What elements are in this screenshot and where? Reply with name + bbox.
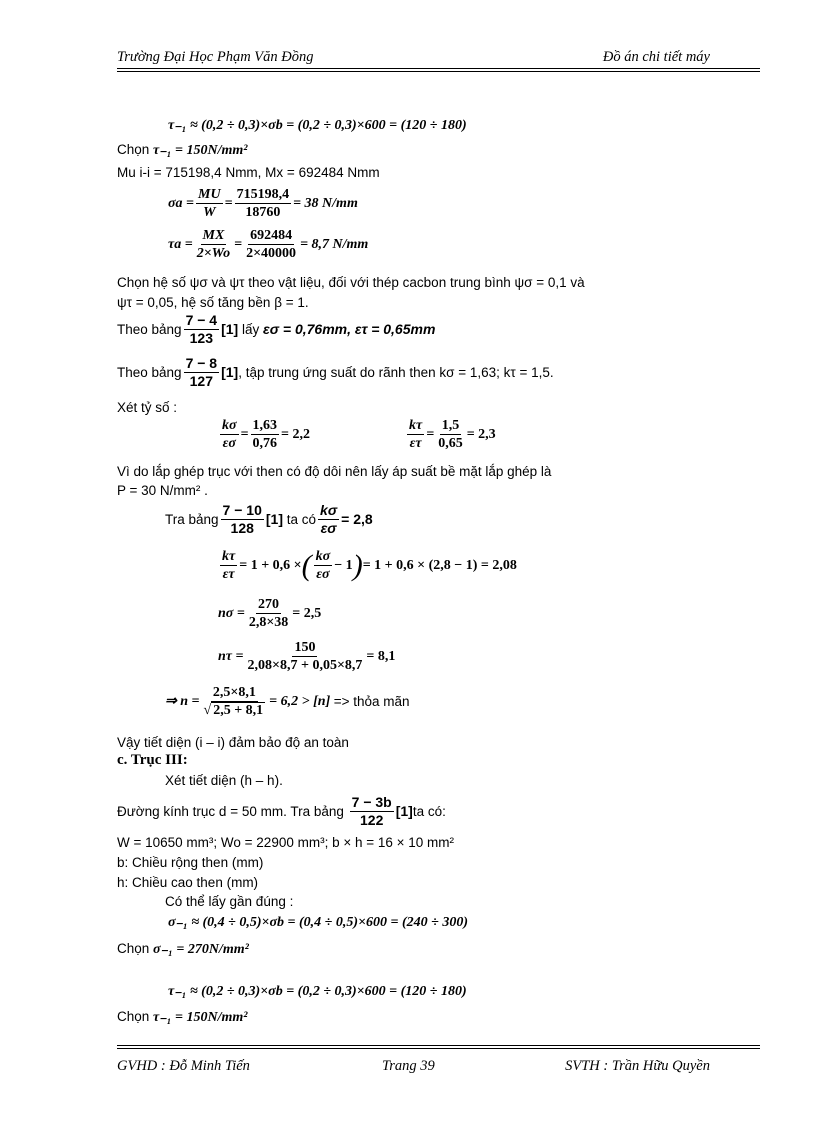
b-definition: b: Chiều rộng then (mm) bbox=[117, 855, 264, 870]
eq-tau-a: τa = $\frac{MX}{2\times Wo}$ = $\frac{692484}{2\times 40000}$ = 8,7 N/mm bbox=[168, 228, 369, 261]
ratio-tau: $\frac{k\tau}{\varepsilon\tau}$ = $\frac{1,5}{0,65}$ = 2,3 bbox=[409, 418, 496, 451]
eq-sigma-range: σ₋₁ ≈ (0,4 ÷ 0,5)×σb = (0,4 ÷ 0,5)×600 = (240 ÷ 300) bbox=[168, 915, 468, 930]
bang-line-1: Theo bảng 7 − 4 123 [1] lấy εσ = 0,76mm, ετ = 0,65mm bbox=[117, 312, 436, 346]
eq-tau-range-2: τ₋₁ ≈ (0,2 ÷ 0,3)×σb = (0,2 ÷ 0,3)×600 = (120 ÷ 180) bbox=[168, 984, 467, 999]
chon-line-3: Chọn τ₋₁ = 150N/mm² bbox=[117, 1009, 248, 1025]
eq-ktau: $\frac{k\tau}{\varepsilon\tau}$ = 1 + 0,6 × ( kσ εσ − 1 ) = 1 + 0,6 × (2,8 − 1) = 2,08 bbox=[222, 548, 517, 582]
chon-line-1: Chọn τ₋₁ = 150N/mm² bbox=[117, 142, 248, 158]
header-rule-2 bbox=[117, 71, 760, 72]
eq-n-total: ⇒ n = $\frac{2,5\times 8,1}{√ 2,5 + 8,1}$ = 6,2 > [n] => thỏa mãn bbox=[165, 685, 410, 718]
xet-line: Xét tỷ số : bbox=[117, 400, 178, 415]
bang-line-2: Theo bảng 7 − 8 127 [1] , tập trung ứng suất do rãnh then kσ = 1,63; kτ = 1,5. bbox=[117, 355, 554, 389]
footer-rule-2 bbox=[117, 1048, 760, 1049]
eq-tau-range-1: τ₋₁ ≈ (0,2 ÷ 0,3)×σb = (0,2 ÷ 0,3)×600 = (120 ÷ 180) bbox=[168, 118, 467, 133]
moments-line: Mu i-i = 715198,4 Nmm, Mx = 692484 Nmm bbox=[117, 165, 380, 180]
eq-n-sigma: nσ = $\frac{270}{2,8\times 38}$ = 2,5 bbox=[218, 597, 322, 630]
eq-n-tau: nτ = $\frac{150}{2,08\times 8,7 + 0,05\times 8,7}$ = 8,1 bbox=[218, 640, 396, 673]
psi-line-2: ψτ = 0,05, hệ số tăng bền β = 1. bbox=[117, 295, 309, 310]
header-school: Trường Đại Học Phạm Văn Đồng bbox=[117, 49, 314, 65]
tra-line-1: Tra bảng 7 − 10 128 [1] ta có $\frac{k\sigma}{\varepsilon\sigma}$ = 2,8 bbox=[165, 502, 373, 536]
chon-line-2: Chọn σ₋₁ = 270N/mm² bbox=[117, 941, 249, 957]
section-truc-3: c. Trục III: bbox=[117, 752, 188, 768]
vi-line-2: P = 30 N/mm² . bbox=[117, 483, 208, 498]
gan-dung-line: Có thể lấy gần đúng : bbox=[165, 894, 294, 909]
ratio-sigma: $\frac{k\sigma}{\varepsilon\sigma}$ = $\frac{1,63}{0,76}$ = 2,2 bbox=[222, 418, 311, 451]
xet-h-line: Xét tiết diện (h – h). bbox=[165, 773, 283, 788]
w-values-line: W = 10650 mm³; Wo = 22900 mm³; b × h = 16 × 10 mm² bbox=[117, 835, 455, 850]
h-definition: h: Chiều cao then (mm) bbox=[117, 875, 259, 890]
header-rule bbox=[117, 68, 760, 69]
psi-line-1: Chọn hệ số ψσ và ψτ theo vật liệu, đối với thép cacbon trung bình ψσ = 0,1 và bbox=[117, 275, 585, 290]
vay-line: Vậy tiết diện (i – i) đảm bảo độ an toàn bbox=[117, 735, 349, 750]
vi-line-1: Vì do lắp ghép trục với then có độ dôi nên lấy áp suất bề mặt lắp ghép là bbox=[117, 464, 552, 479]
footer-advisor: GVHD : Đỗ Minh Tiến bbox=[117, 1058, 250, 1074]
eq-sigma-a: σa = $\frac{MU}{W}$ = $\frac{715198,4}{18760}$ = 38 N/mm bbox=[168, 187, 358, 220]
footer-student: SVTH : Trần Hữu Quyền bbox=[565, 1058, 710, 1074]
duong-kinh-line: Đường kính trục d = 50 mm. Tra bảng 7 − 3b 122 [1] ta có: bbox=[117, 794, 446, 828]
header-title: Đồ án chi tiết máy bbox=[602, 49, 710, 65]
footer-rule bbox=[117, 1045, 760, 1046]
footer-page-number: Trang 39 bbox=[382, 1058, 435, 1074]
